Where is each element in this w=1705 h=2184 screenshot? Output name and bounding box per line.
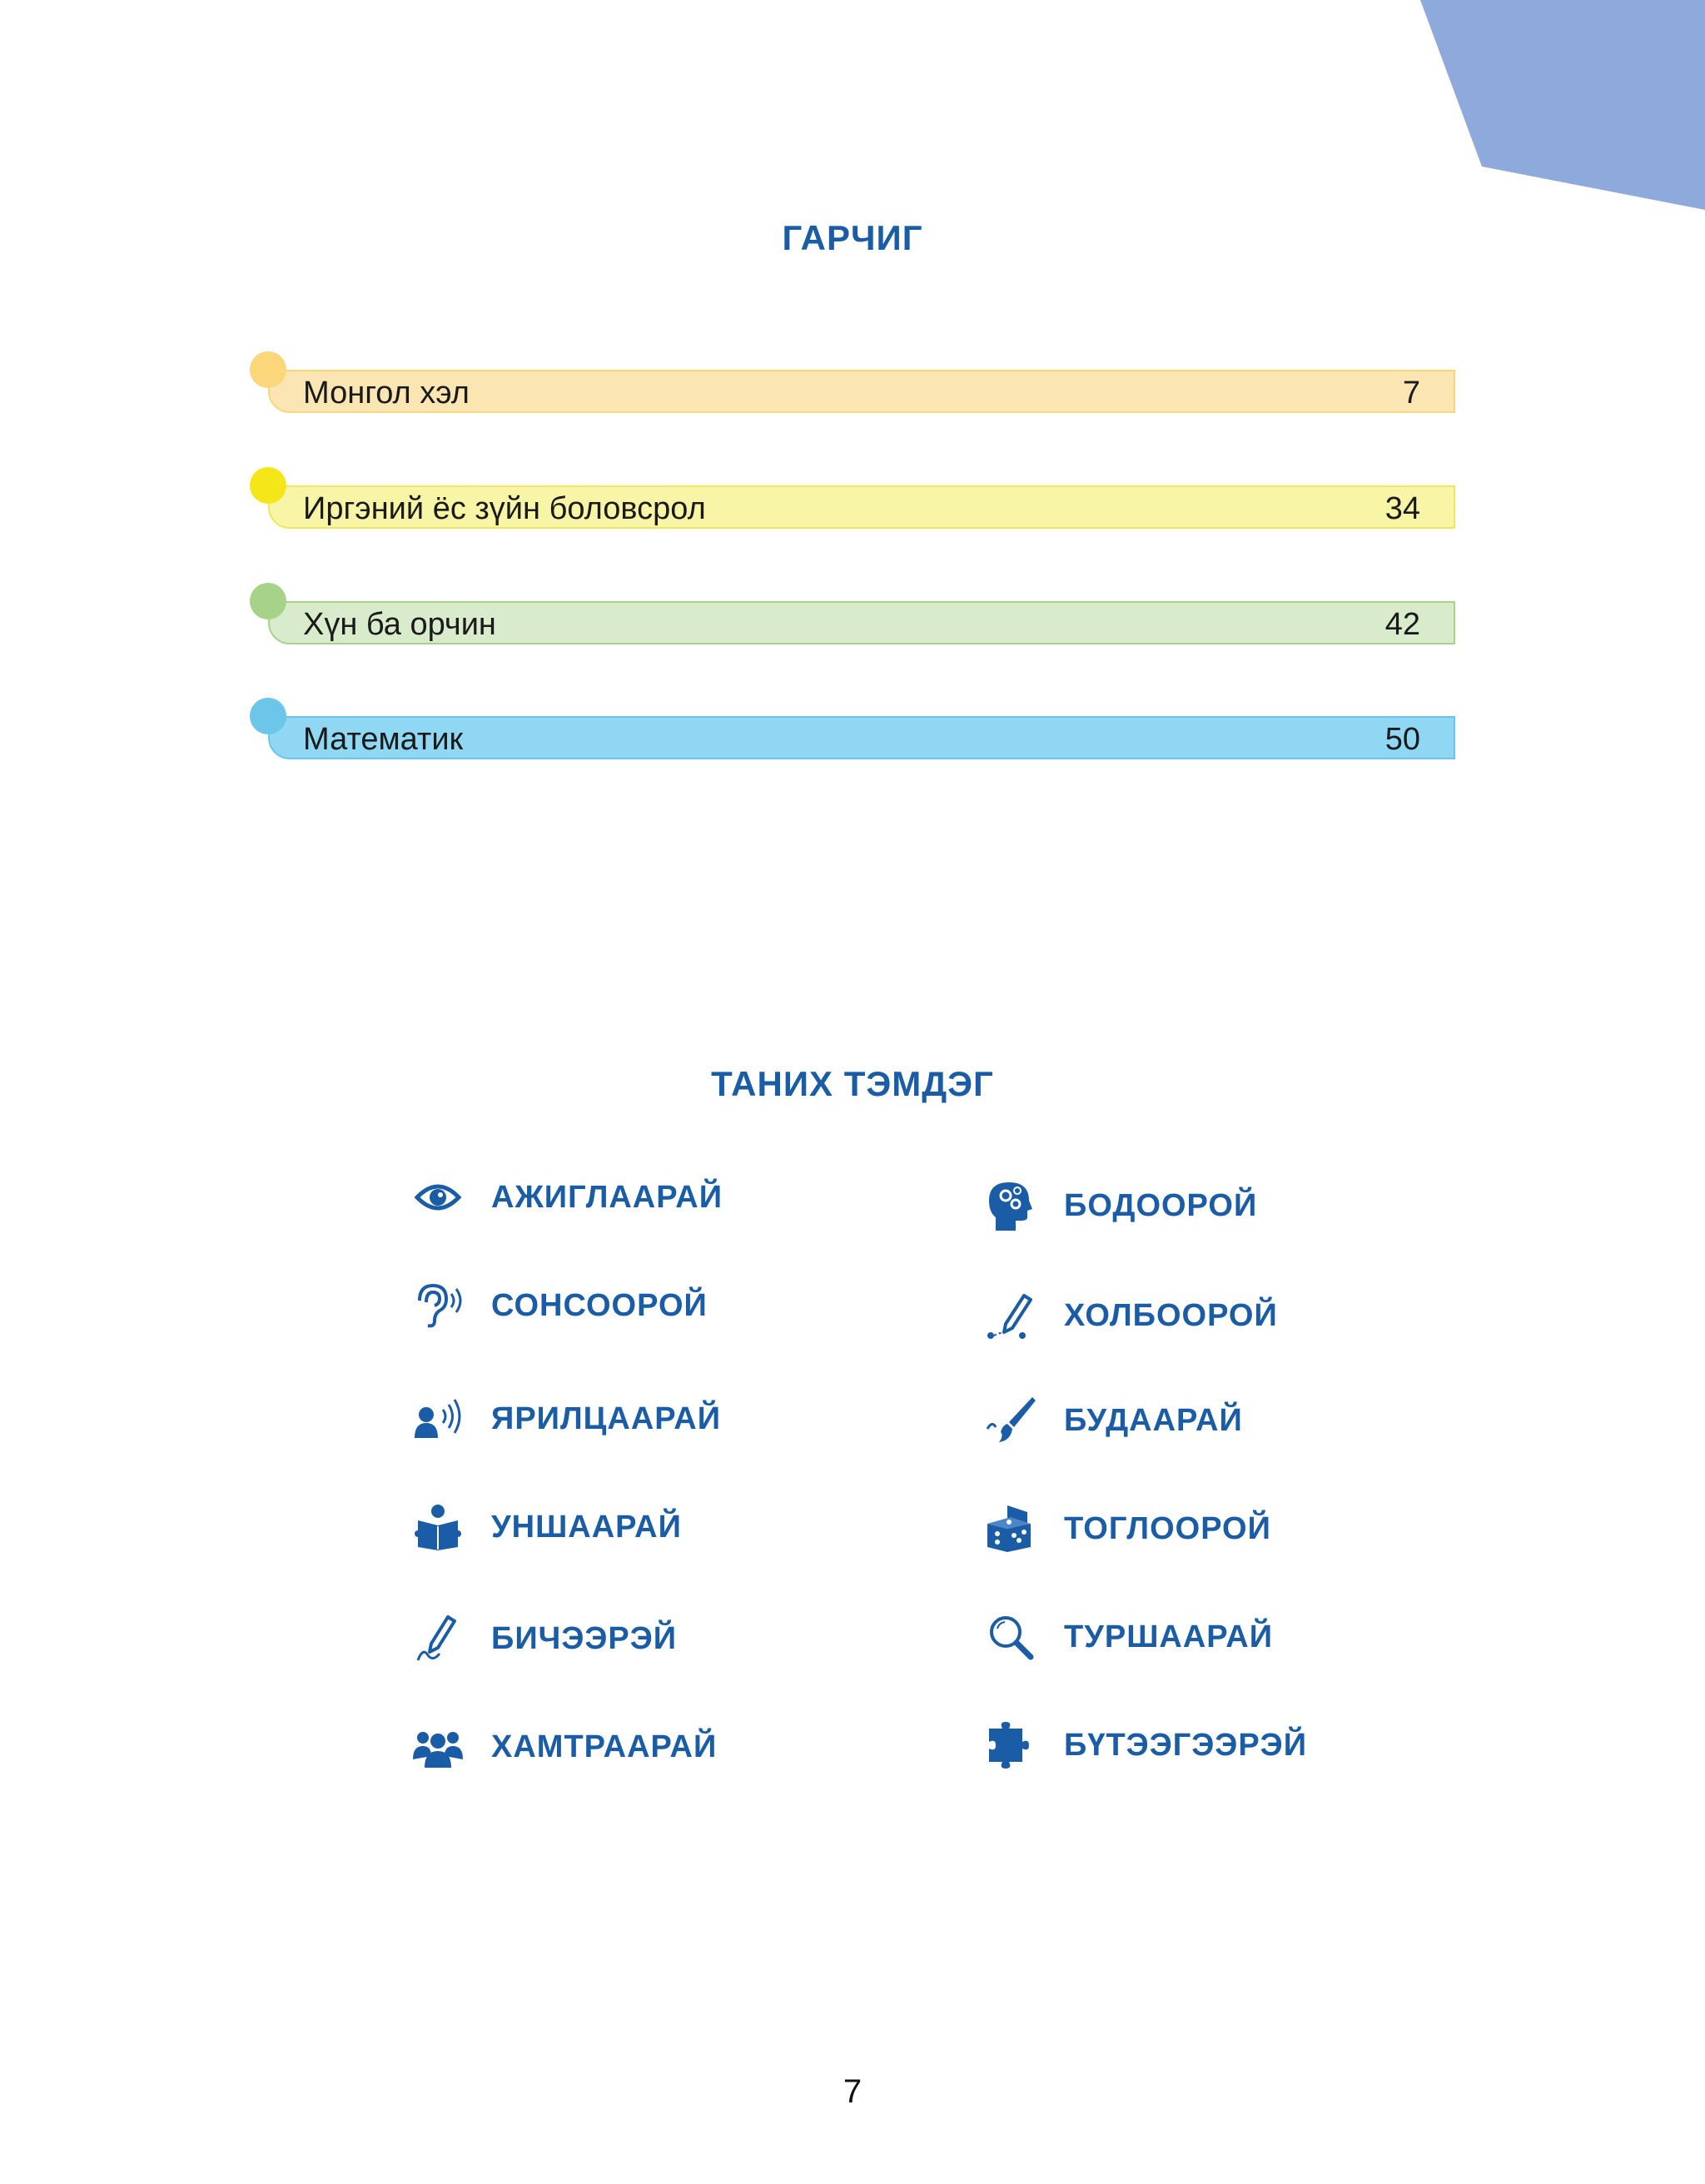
symbol-paint [986,1387,1243,1454]
toc-item-dot [250,698,286,734]
toc-item-page: 34 [1384,491,1420,526]
symbol-label: БОДООРОЙ [1064,1187,1258,1223]
symbol-read [413,1494,682,1560]
symbol-build [986,1712,1307,1779]
symbol-label: БУДААРАЙ [1064,1402,1243,1438]
symbol-label: ТОГЛООРОЙ [1064,1510,1271,1546]
toc-item-page: 42 [1384,607,1420,642]
toc-item-bar [268,370,1455,413]
symbol-label: АЖИГЛААРАЙ [491,1179,723,1215]
symbol-write [413,1605,677,1672]
puzzle-icon [986,1720,1036,1770]
symbol-play [986,1495,1271,1562]
symbol-label: УНШААРАЙ [491,1509,682,1545]
eye-icon [413,1172,463,1222]
toc-item-page: 50 [1384,722,1420,757]
symbol-label: ТУРШААРАЙ [1064,1619,1274,1654]
toc-title: ГАРЧИГ [782,218,923,257]
symbol-cooperate [413,1714,717,1780]
symbol-experiment [986,1604,1273,1670]
toc-item-bar [268,485,1455,529]
toc-item-label: Математик [303,722,464,757]
symbol-connect [986,1282,1278,1349]
toc-item-label: Иргэний ёс зүйн боловсрол [303,491,706,526]
pencil-connect-icon [986,1291,1036,1341]
symbol-label: БИЧЭЭРЭЙ [491,1620,678,1656]
dice-icon [986,1504,1036,1554]
toc-item-dot [250,583,286,619]
symbol-converse [413,1386,721,1452]
magnifier-icon [986,1612,1036,1662]
toc-item-environment[interactable] [250,583,1455,666]
speaking-person-icon [413,1394,463,1444]
page-number: 7 [843,2073,862,2110]
reading-icon [413,1502,463,1552]
toc-item-mongol-hel[interactable] [250,351,1455,435]
pencil-write-icon [413,1614,463,1664]
toc-item-civic[interactable] [250,467,1455,550]
toc-item-label: Монгол хэл [303,376,470,410]
toc-item-dot [250,467,286,504]
corner-shape [1420,0,1705,210]
thinking-head-icon [986,1181,1036,1231]
toc-item-bar [268,601,1455,644]
group-icon [413,1722,463,1772]
corner-decoration [0,0,1705,250]
symbols-title: ТАНИХ ТЭМДЭГ [711,1064,994,1103]
toc-item-bar [268,716,1455,759]
symbol-label: ХАМТРААРАЙ [491,1729,718,1764]
toc-item-label: Хүн ба орчин [303,607,496,642]
paintbrush-icon [986,1395,1036,1445]
toc-item-math[interactable] [250,698,1455,781]
toc-item-dot [250,351,286,388]
symbol-label: ЯРИЛЦААРАЙ [491,1400,722,1436]
symbol-think [986,1172,1257,1239]
ear-icon [413,1281,463,1331]
symbol-listen [413,1272,708,1339]
symbol-label: БҮТЭЭГЭЭРЭЙ [1064,1727,1308,1763]
symbol-observe [413,1164,723,1231]
symbol-label: ХОЛБООРОЙ [1064,1297,1278,1333]
symbol-label: СОНСООРОЙ [491,1287,708,1323]
toc-item-page: 7 [1402,376,1420,410]
